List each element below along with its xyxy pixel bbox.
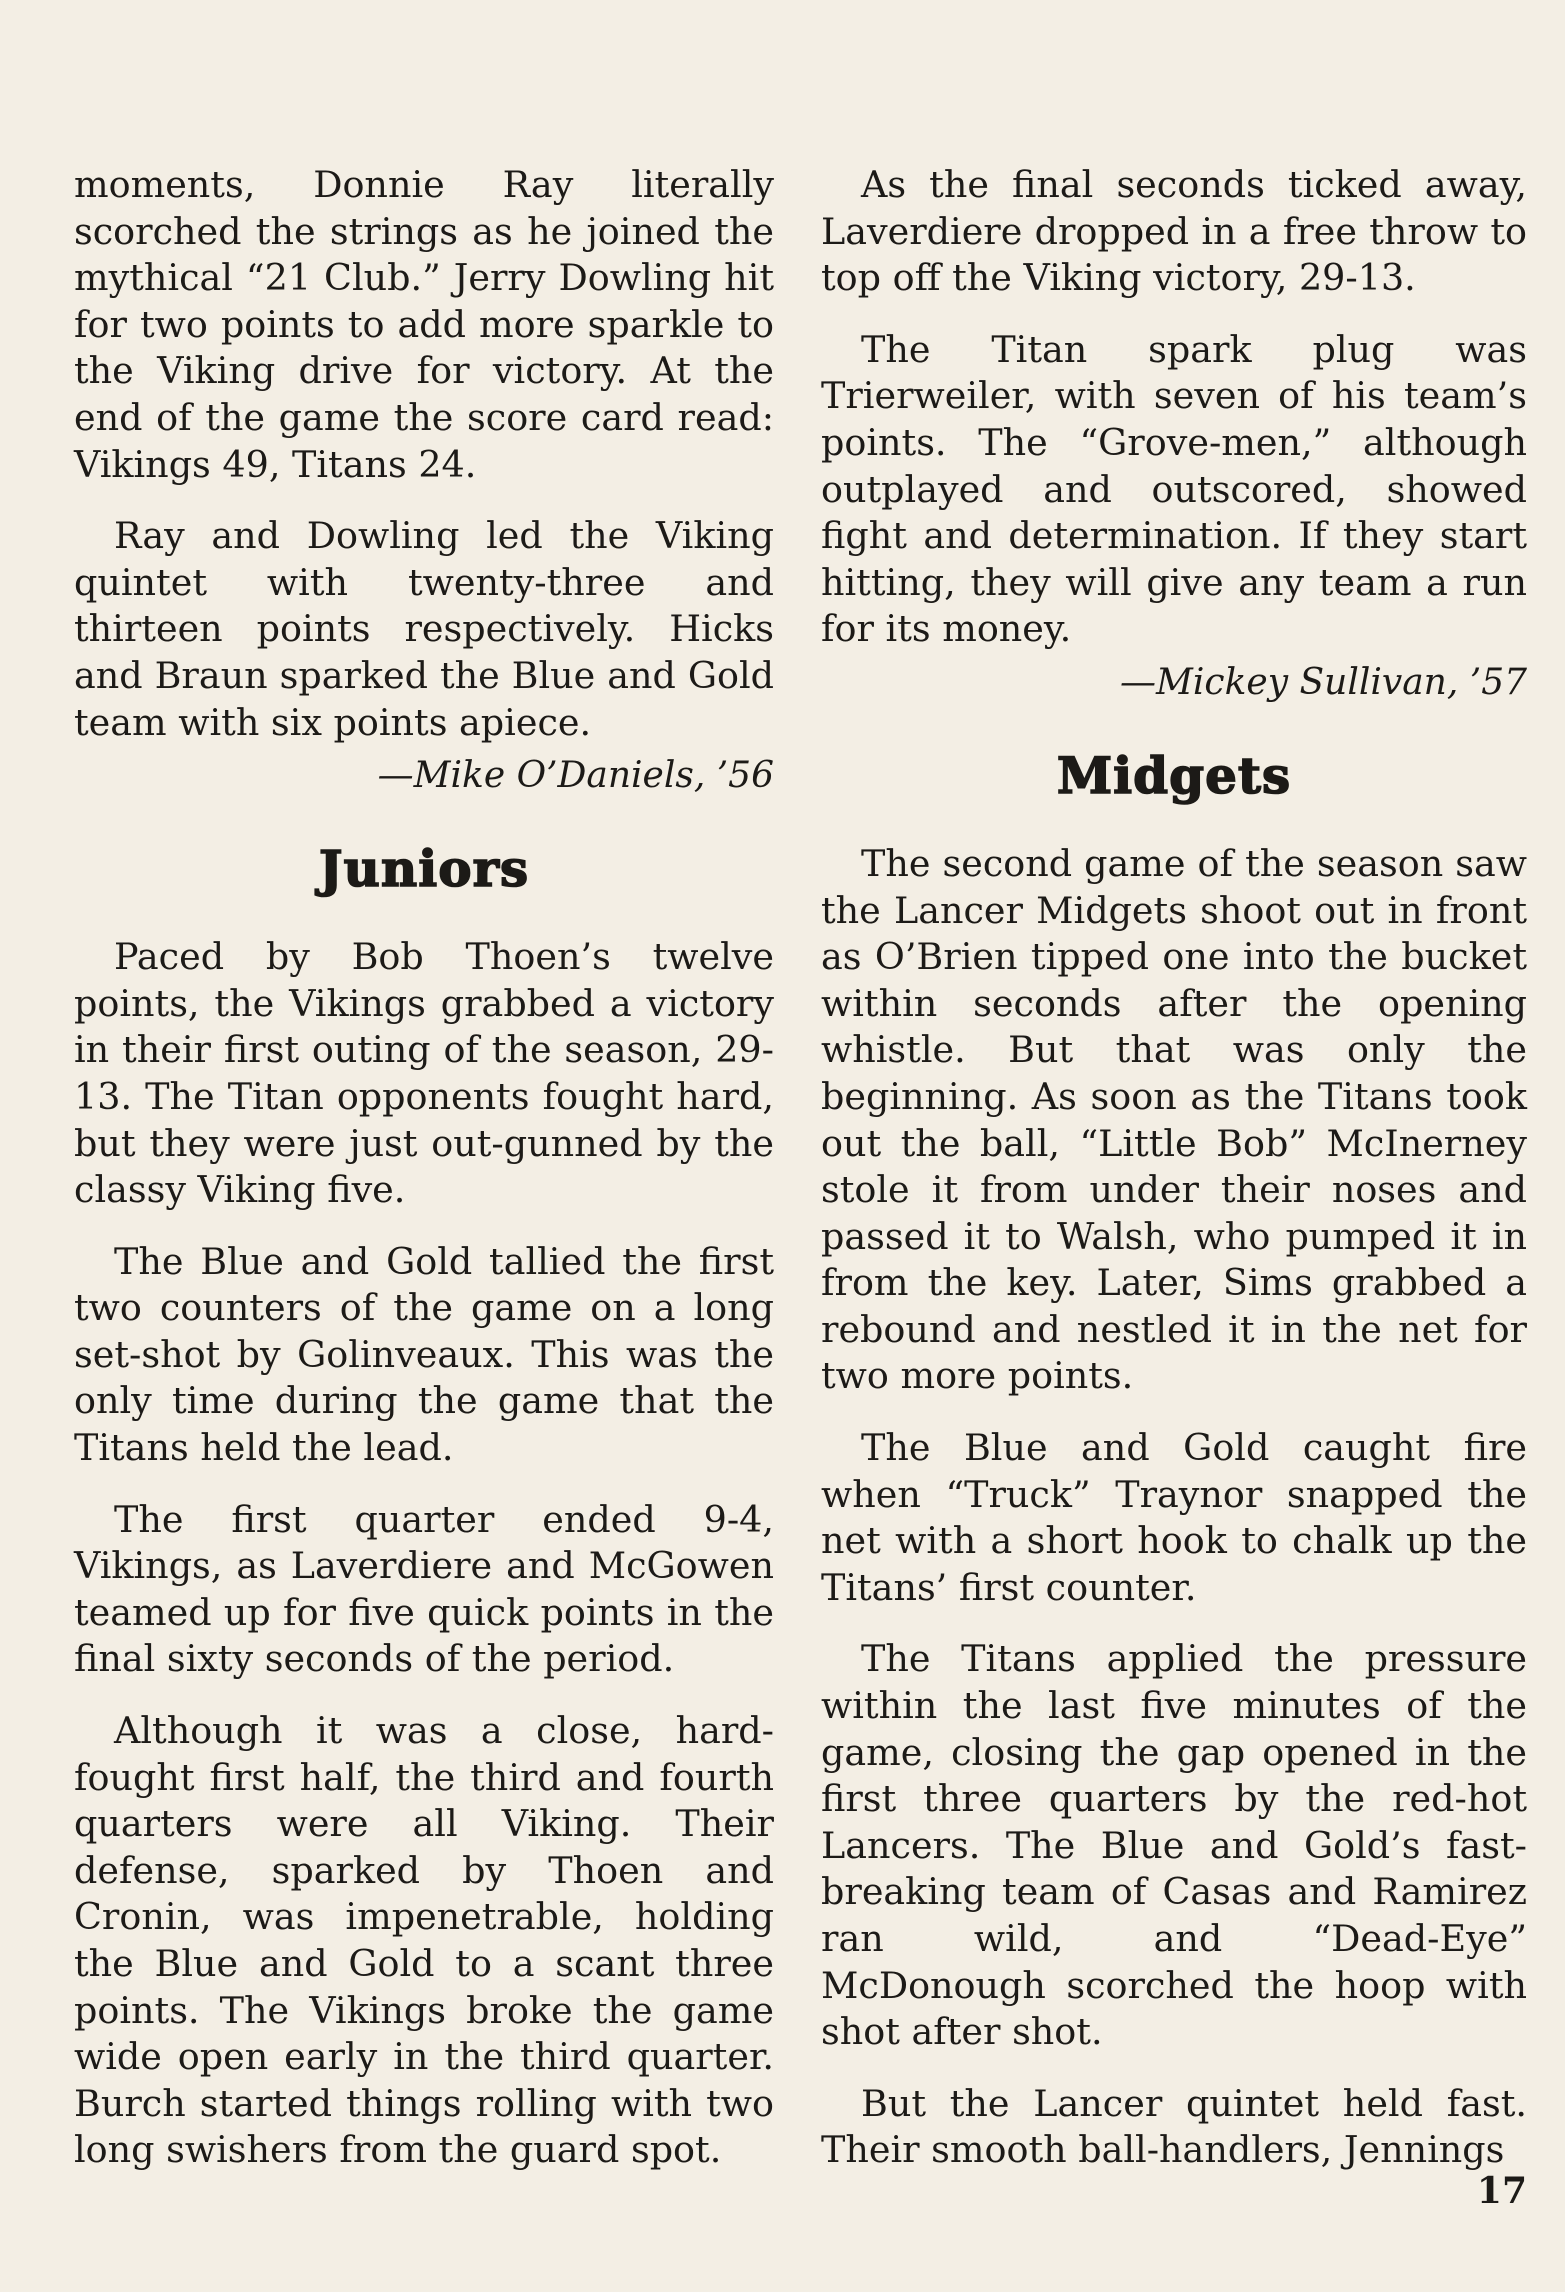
section-heading-midgets: Midgets: [1056, 745, 1292, 805]
article-paragraph: The Titan spark plug was Trierweiler, with seven of his team’s points. The “Grove-men,” although outplayed and outscored, showed fight and determination. If they start hitting, they will give any team a run for its money.: [821, 327, 1527, 651]
article-paragraph: The Blue and Gold tallied the first two counters of the game on a long set-shot by Golinveaux. This was the only time during the game that the Titans held the lead.: [74, 1239, 774, 1470]
left-column: [74, 162, 774, 2199]
article-paragraph: The Titans applied the pressure within the last five minutes of the game, closing the gap opened in the first three quarters by the red-hot Lancers. The Blue and Gold’s fast-breaking team of Casas and Ramirez ran wild, and “Dead-Eye” McDonough scorched the hoop with shot after shot.: [821, 1637, 1527, 2054]
author-byline: —Mickey Sullivan, ’57: [1120, 661, 1527, 703]
article-paragraph: The Blue and Gold caught fire when “Truck” Traynor snapped the net with a short hook to chalk up the Titans’ first counter.: [821, 1426, 1527, 1609]
article-paragraph: But the Lancer quintet held fast. Their smooth ball-handlers, Jennings: [821, 2081, 1527, 2172]
article-paragraph: moments, Donnie Ray literally scorched the strings as he joined the mythical “21 Club.” Jerry Dowling hit for two points to add more sparkle to the Viking drive for victory. At the end of the game the score card read: Vikings 49, Titans 24.: [74, 163, 774, 486]
section-heading-juniors: Juniors: [318, 839, 530, 899]
article-paragraph: As the final seconds ticked away, Laverdiere dropped in a free throw to top off the Viking victory, 29-13.: [821, 163, 1527, 300]
article-paragraph: Although it was a close, hard-fought first half, the third and fourth quarters were all Viking. Their defense, sparked by Thoen and Cronin, was impenetrable, holding the Blue and Gold to a scant three points. The Vikings broke the game wide open early in the third quarter. Burch started things rolling with two long swishers from the guard spot.: [74, 1709, 774, 2172]
page-number: 17: [1476, 2170, 1527, 2212]
article-paragraph: The second game of the season saw the Lancer Midgets shoot out in front as O’Brien tipped one into the bucket within seconds after the opening whistle. But that was only the beginning. As soon as the Titans took out the ball, “Little Bob” McInerney stole it from under their noses and passed it to Walsh, who pumped it in from the key. Later, Sims grabbed a rebound and nestled it in the net for two more points.: [821, 841, 1527, 1398]
right-column: [821, 162, 1527, 2199]
author-byline: —Mike O’Daniels, ’56: [377, 755, 774, 797]
article-paragraph: The first quarter ended 9-4, Vikings, as Laverdiere and McGowen teamed up for five quick points in the final sixty seconds of the period.: [74, 1497, 774, 1681]
article-paragraph: Ray and Dowling led the Viking quintet with twenty-three and thirteen points respectively. Hicks and Braun sparked the Blue and Gold team with six points apiece.: [74, 514, 774, 744]
article-paragraph: Paced by Bob Thoen’s twelve points, the Vikings grabbed a victory in their first outing of the season, 29-13. The Titan opponents fought hard, but they were just out-gunned by the classy Viking five.: [74, 935, 774, 1212]
